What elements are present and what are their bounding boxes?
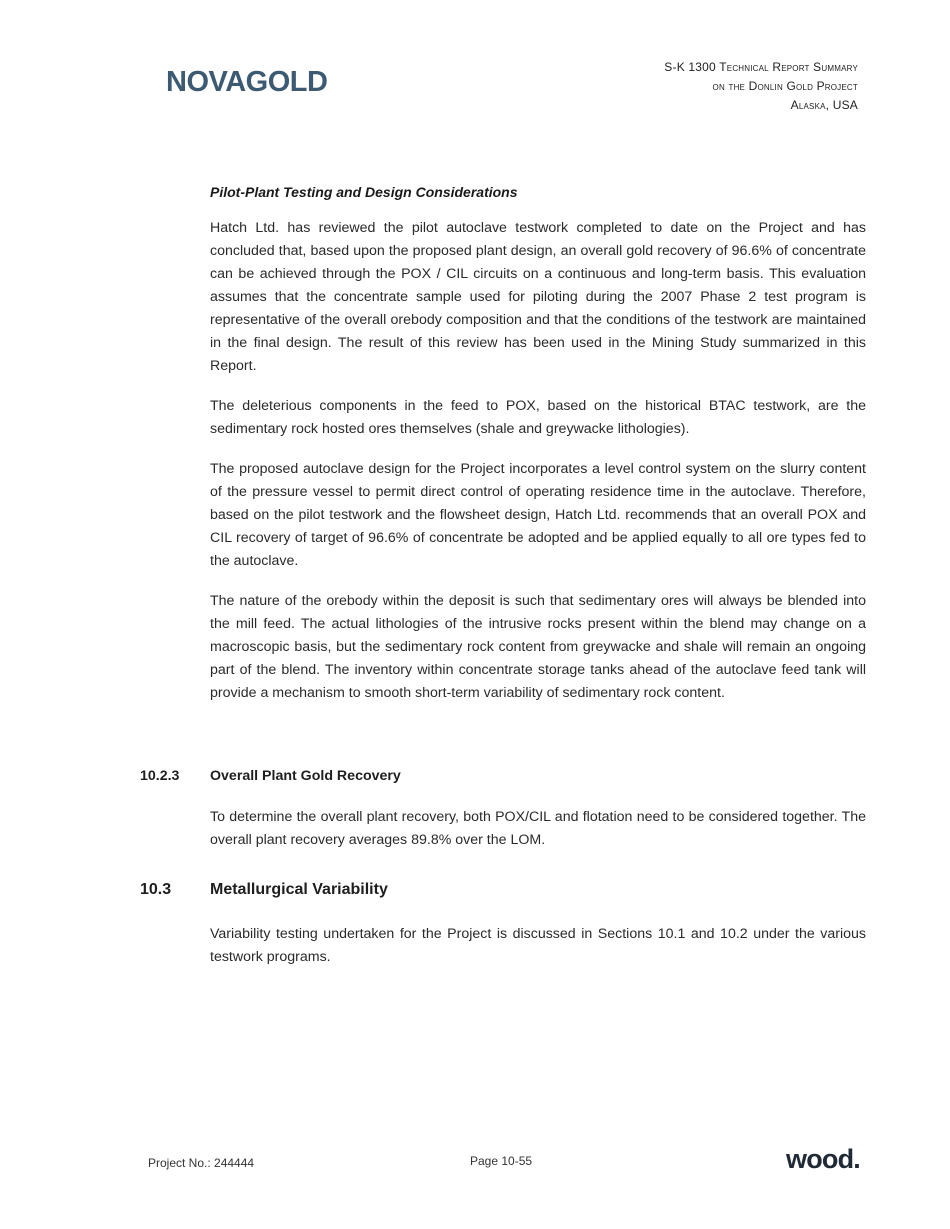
section-number: 10.2.3 [140,768,180,784]
wood-logo-text: wood. [786,1144,860,1173]
page-number: Page 10-55 [470,1154,533,1168]
project-number: Project No.: 244444 [148,1156,255,1170]
subheading: Pilot-Plant Testing and Design Considerations [210,184,518,200]
paragraph-2: The deleterious components in the feed to POX, based on the historical BTAC testwork, are the sedimentary rock hosted ores themselves (shale and greywacke lithologies). [210,398,866,437]
section-number: 10.3 [140,881,172,898]
header-line-2: on the Donlin Gold Project [712,79,858,93]
novagold-logo [166,62,342,96]
main-content [210,184,866,722]
novagold-logo-text: NOVAGOLD [166,66,328,96]
header-line-1: S-K 1300 Technical Report Summary [664,60,858,74]
paragraph-1: Hatch Ltd. has reviewed the pilot autoclave testwork completed to date on the Project and has concluded that, based upon the proposed plant design, an overall gold recovery of 96.6% of concentrate can be achieved through the POX / CIL circuits on a continuous and long-term basis. This evaluation assumes that the concentrate sample used for piloting during the 2007 Phase 2 test program is representative of the overall orebody composition and that the conditions of the testwork are maintained in the final design. The result of this review has been used in the Mining Study summarized in this Report. [210,220,866,374]
paragraph-3: The proposed autoclave design for the Project incorporates a level control system on the slurry content of the pressure vessel to permit direct control of operating residence time in the autoclave. Therefore, based on the pilot testwork and the flowsheet design, Hatch Ltd. recommends that an overall POX and CIL recovery of target of 96.6% of concentrate be adopted and be applied equally to all ore types fed to the autoclave. [210,461,866,569]
section-body: Variability testing undertaken for the Project is discussed in Sections 10.1 and 10.2 under the various testwork programs. [210,926,866,965]
wood-logo [786,1143,860,1173]
paragraph-4: The nature of the orebody within the deposit is such that sedimentary ores will always be blended into the mill feed. The actual lithologies of the intrusive rocks present within the blend may change on a macroscopic basis, but the sedimentary rock content from greywacke and shale will remain an ongoing part of the blend. The inventory within concentrate storage tanks ahead of the autoclave feed tank will provide a mechanism to smooth short-term variability of sedimentary rock content. [210,593,866,701]
section-body: To determine the overall plant recovery, both POX/CIL and flotation need to be considered together. The overall plant recovery averages 89.8% over the LOM. [210,809,866,848]
section-title: Metallurgical Variability [210,881,388,898]
section-title: Overall Plant Gold Recovery [210,768,401,784]
report-header [664,58,858,115]
header-line-3: Alaska, USA [790,98,858,112]
